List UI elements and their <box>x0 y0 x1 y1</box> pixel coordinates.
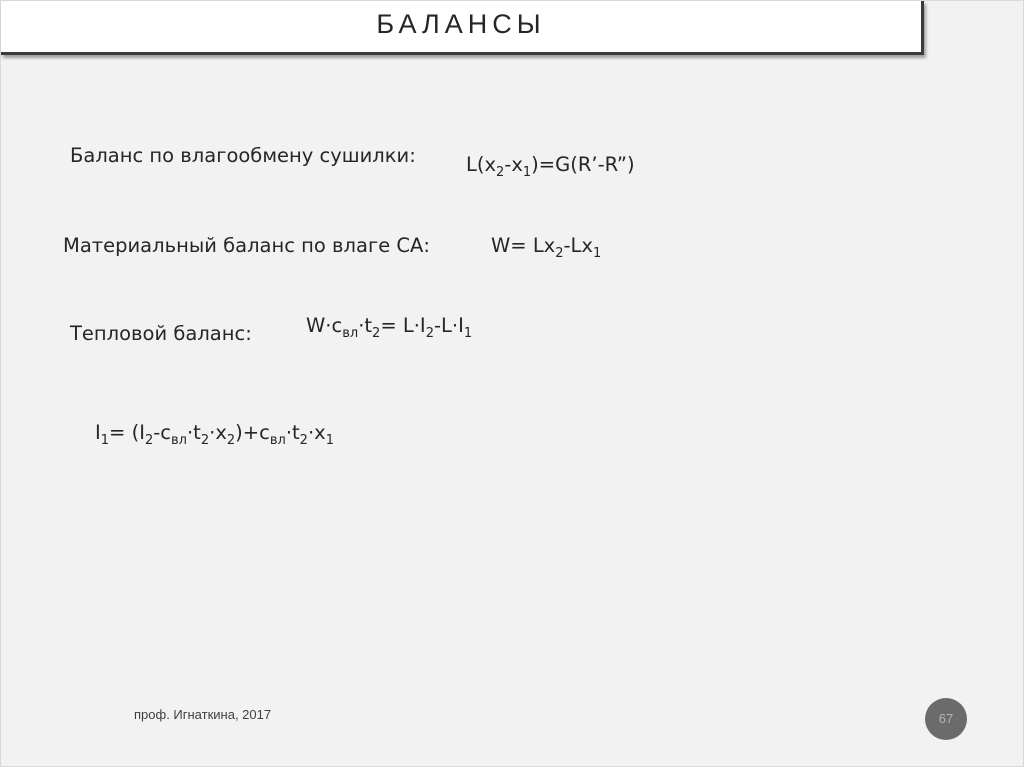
formula-subscript: 1 <box>325 433 334 448</box>
formula-subscript: 2 <box>372 326 381 341</box>
formula-part: )+c <box>235 421 270 444</box>
moisture-balance-label: Баланс по влагообмену сушилки: <box>70 144 416 167</box>
formula-part: -x <box>504 153 523 176</box>
material-balance-formula <box>491 234 602 261</box>
formula-part: I <box>95 421 101 444</box>
formula-subscript: 2 <box>425 326 434 341</box>
heat-balance-label: Тепловой баланс: <box>70 322 252 345</box>
formula-subscript: вл <box>342 326 359 341</box>
formula-subscript: 2 <box>555 246 564 261</box>
heat-balance-formula <box>306 314 473 341</box>
footer-author: проф. Игнаткина, 2017 <box>134 707 272 722</box>
formula-subscript: 2 <box>226 433 236 448</box>
enthalpy-formula <box>95 421 334 448</box>
formula-subscript: вл <box>269 433 286 448</box>
page-number-badge: 67 <box>925 698 967 740</box>
formula-part: W·c <box>306 314 343 337</box>
formula-part: -c <box>153 421 171 444</box>
formula-subscript: 1 <box>463 326 473 341</box>
title-banner <box>1 1 924 55</box>
formula-subscript: 2 <box>144 433 154 448</box>
formula-part: ·x <box>307 421 326 444</box>
formula-part: ·t <box>186 421 201 444</box>
formula-part: = (I <box>109 421 145 444</box>
formula-subscript: вл <box>171 433 187 448</box>
formula-part: )=G(R’-R”) <box>531 153 635 176</box>
formula-subscript: 1 <box>522 165 532 180</box>
formula-subscript: 2 <box>496 165 505 180</box>
formula-subscript: 2 <box>299 433 308 448</box>
formula-part: -Lx <box>563 234 593 257</box>
formula-subscript: 1 <box>100 433 110 448</box>
slide-title: БАЛАНСЫ <box>376 9 546 39</box>
formula-part: -L·I <box>433 314 464 337</box>
formula-part: ·x <box>209 421 227 444</box>
formula-part: = L·I <box>380 314 426 337</box>
formula-part: ·t <box>358 314 373 337</box>
formula-part: ·t <box>285 421 300 444</box>
formula-subscript: 2 <box>200 433 210 448</box>
material-balance-label: Материальный баланс по влаге СА: <box>63 234 430 257</box>
formula-part: L(x <box>466 153 497 176</box>
formula-part: W= Lx <box>491 234 556 257</box>
moisture-balance-formula <box>466 153 635 180</box>
formula-subscript: 1 <box>592 246 602 261</box>
